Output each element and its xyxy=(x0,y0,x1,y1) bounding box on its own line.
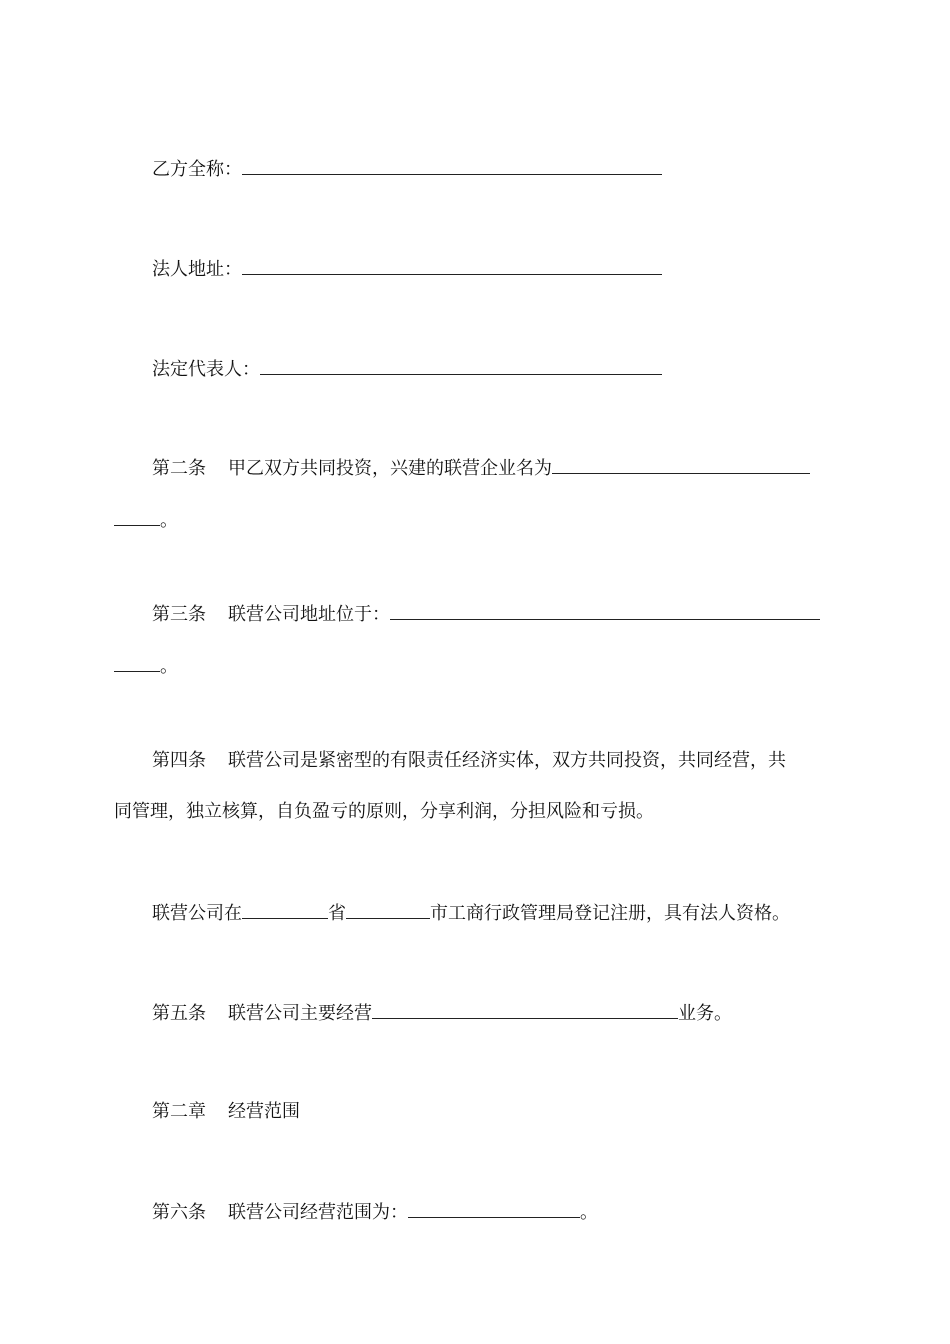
legal-representative-row xyxy=(152,356,662,380)
article-5-text: 联营公司主要经营 xyxy=(228,1003,372,1024)
party-b-name-label: 乙方全称： xyxy=(152,159,242,180)
article-4-text-2: 同管理，独立核算，自负盈亏的原则，分享利润，分担风险和亏损。 xyxy=(114,801,654,822)
registration-suffix: 市工商行政管理局登记注册，具有法人资格。 xyxy=(430,903,790,924)
legal-address-row xyxy=(152,256,662,280)
legal-representative-label: 法定代表人： xyxy=(152,359,260,380)
main-business-blank[interactable] xyxy=(372,1000,678,1019)
article-5-row xyxy=(152,1000,732,1024)
article-3-line-2 xyxy=(114,653,178,677)
article-4-line-1 xyxy=(152,749,786,773)
article-3-line-1 xyxy=(152,601,820,625)
article-2-line-1 xyxy=(152,455,810,479)
registration-row xyxy=(152,900,790,924)
legal-address-blank[interactable] xyxy=(242,256,662,275)
article-3-end: 。 xyxy=(160,656,178,677)
article-2-text: 甲乙双方共同投资，兴建的联营企业名为 xyxy=(228,458,552,479)
business-scope-blank[interactable] xyxy=(408,1199,580,1218)
article-4-text-1: 联营公司是紧密型的有限责任经济实体，双方共同投资，共同经营，共 xyxy=(228,750,786,771)
article-4-number: 第四条 xyxy=(152,750,206,771)
joint-venture-name-blank[interactable] xyxy=(552,455,810,474)
article-6-end: 。 xyxy=(580,1202,598,1223)
party-b-name-row xyxy=(152,156,662,180)
chapter-2-heading xyxy=(152,1100,300,1124)
article-6-row xyxy=(152,1199,598,1223)
article-2-end: 。 xyxy=(160,510,178,531)
legal-address-label: 法人地址： xyxy=(152,259,242,280)
article-3-text: 联营公司地址位于： xyxy=(228,604,390,625)
article-6-number: 第六条 xyxy=(152,1202,206,1223)
chapter-2-number: 第二章 xyxy=(152,1101,206,1122)
article-5-end: 业务。 xyxy=(678,1003,732,1024)
company-address-blank-cont[interactable] xyxy=(114,653,160,672)
province-blank[interactable] xyxy=(242,900,328,919)
article-2-number: 第二条 xyxy=(152,458,206,479)
registration-province: 省 xyxy=(328,903,346,924)
article-2-line-2 xyxy=(114,507,178,531)
company-address-blank[interactable] xyxy=(390,601,820,620)
article-4-line-2 xyxy=(114,800,654,824)
chapter-2-title: 经营范围 xyxy=(228,1101,300,1122)
city-blank[interactable] xyxy=(346,900,430,919)
article-5-number: 第五条 xyxy=(152,1003,206,1024)
joint-venture-name-blank-cont[interactable] xyxy=(114,507,160,526)
registration-prefix: 联营公司在 xyxy=(152,903,242,924)
party-b-name-blank[interactable] xyxy=(242,156,662,175)
legal-representative-blank[interactable] xyxy=(260,356,662,375)
article-3-number: 第三条 xyxy=(152,604,206,625)
article-6-text: 联营公司经营范围为： xyxy=(228,1202,408,1223)
